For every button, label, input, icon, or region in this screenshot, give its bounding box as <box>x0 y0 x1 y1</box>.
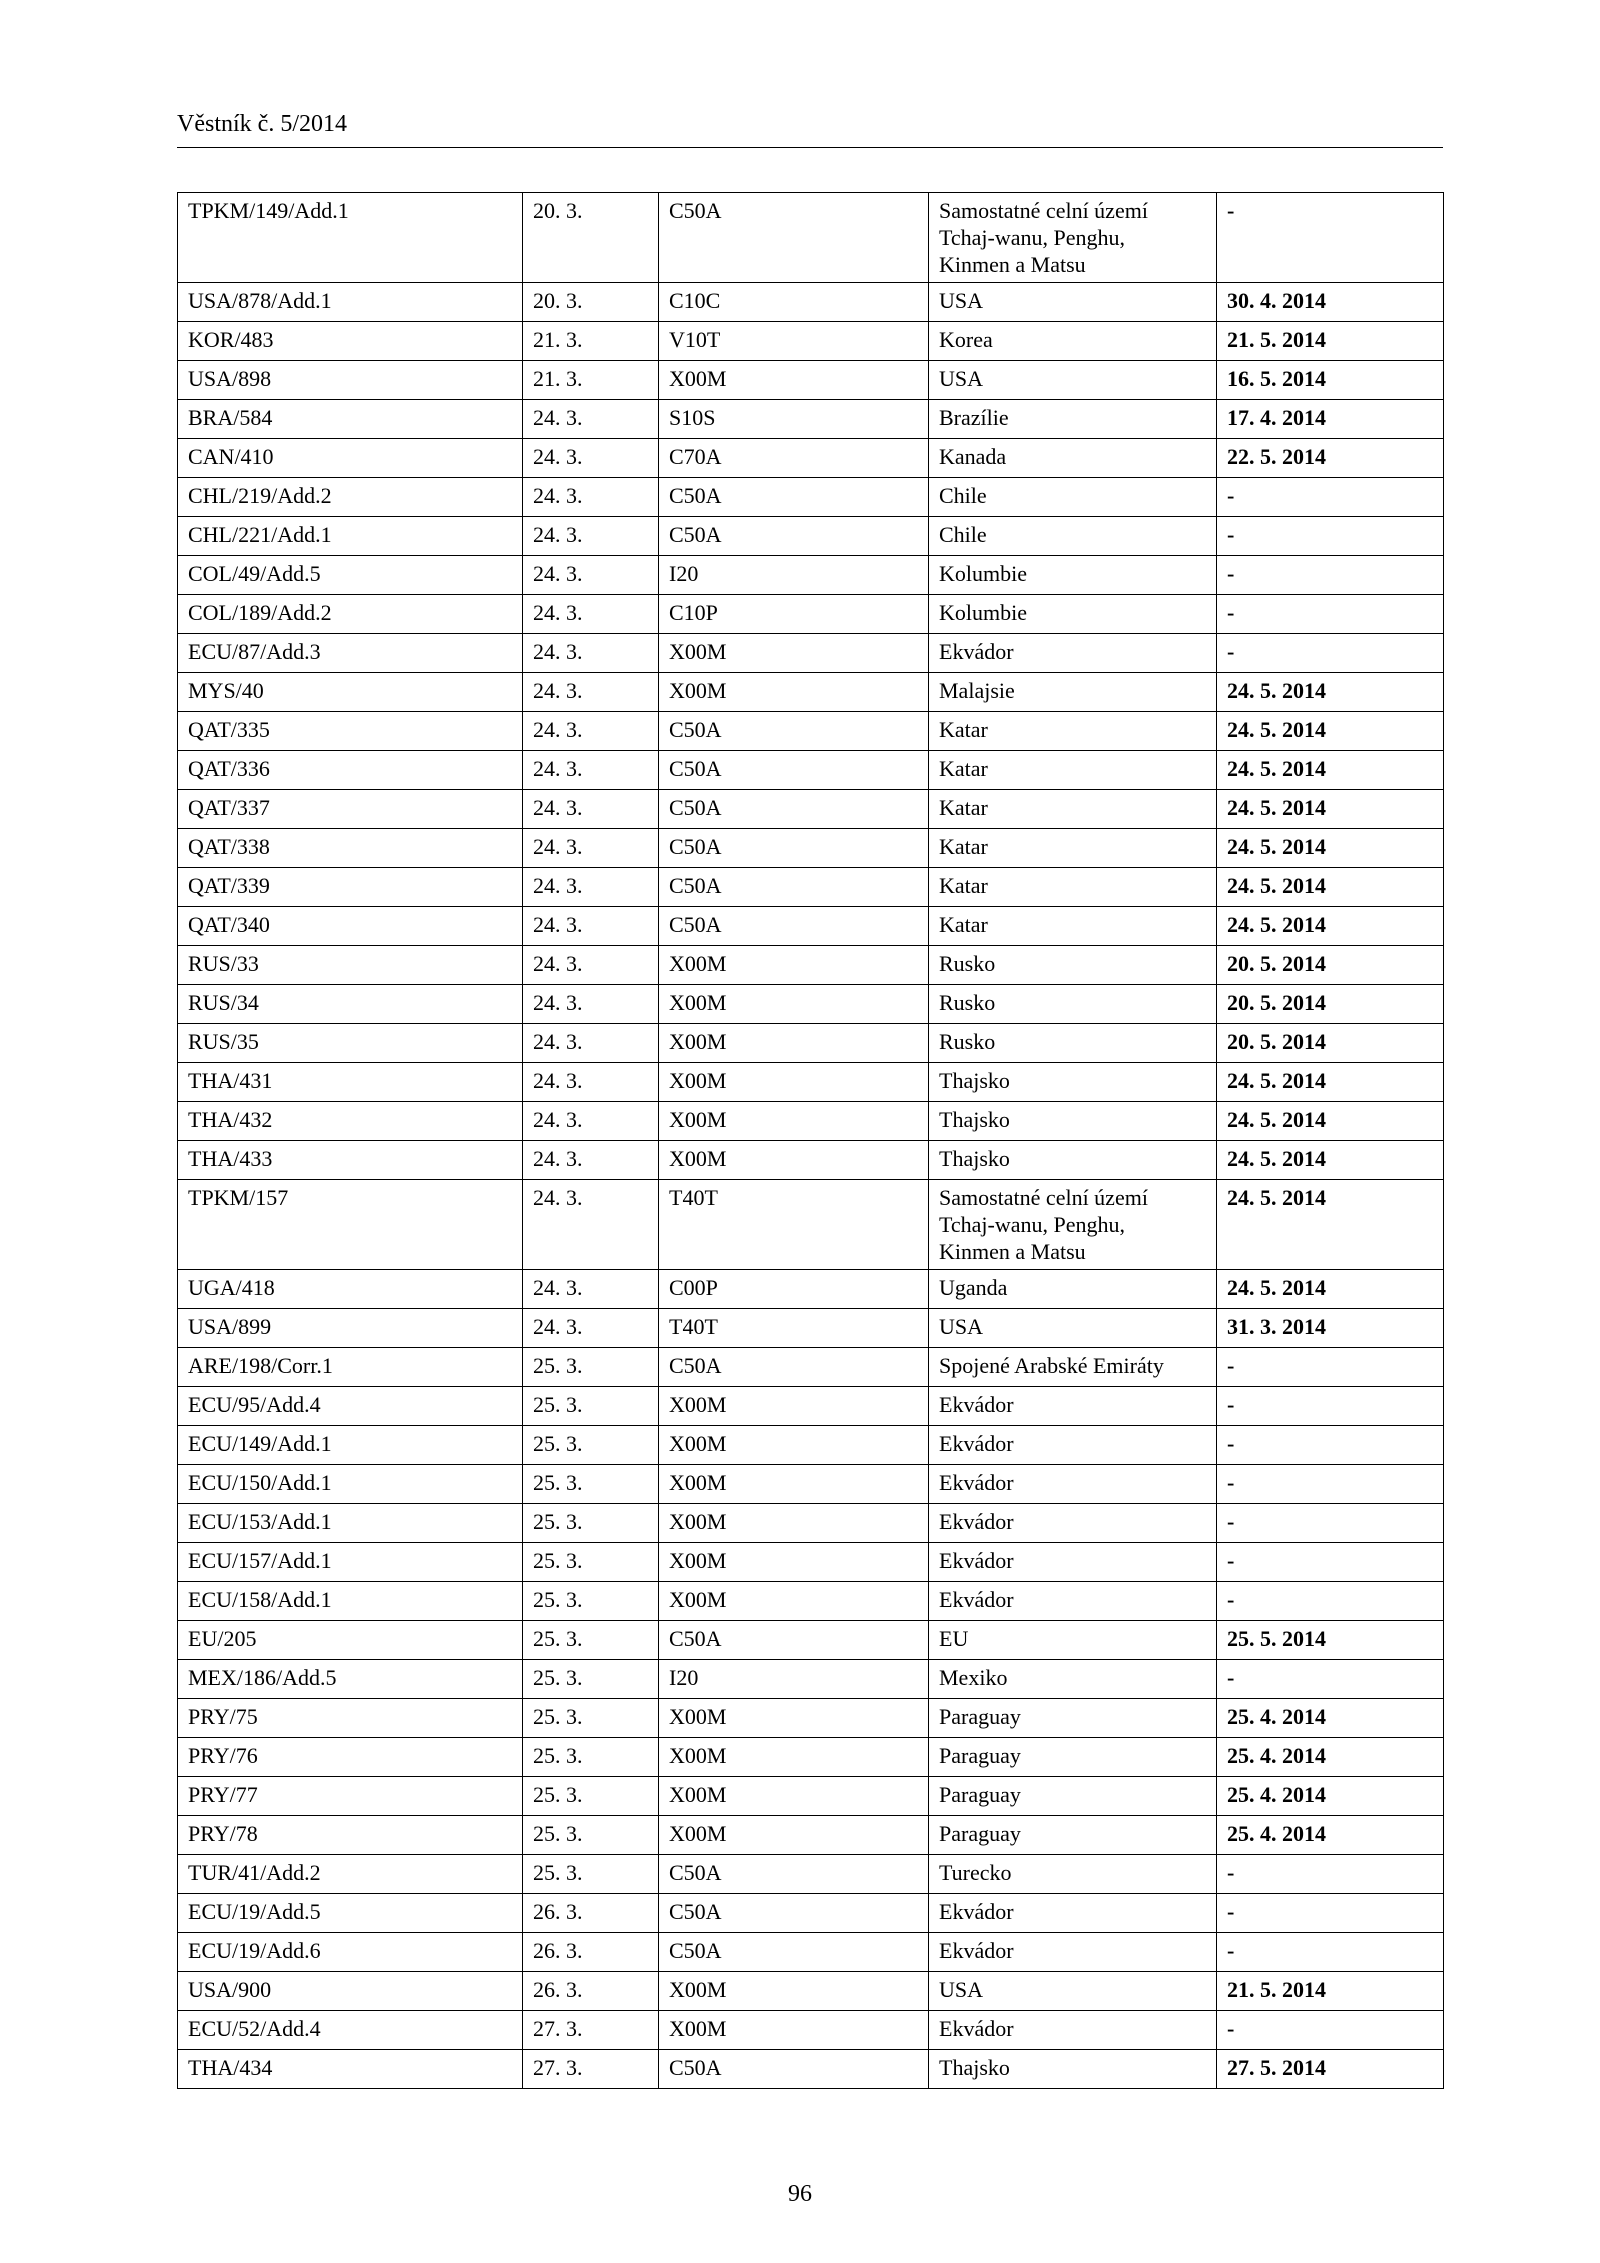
cell-date: 25. 3. <box>523 1660 659 1699</box>
cell-deadline: 16. 5. 2014 <box>1217 361 1444 400</box>
cell-date: 24. 3. <box>523 673 659 712</box>
cell-country: Katar <box>929 829 1217 868</box>
cell-document-symbol: CHL/221/Add.1 <box>178 517 523 556</box>
cell-date: 27. 3. <box>523 2050 659 2089</box>
cell-document-symbol: TPKM/157 <box>178 1180 523 1270</box>
cell-document-symbol: COL/49/Add.5 <box>178 556 523 595</box>
cell-deadline: - <box>1217 1426 1444 1465</box>
cell-code: C50A <box>659 751 929 790</box>
cell-country: USA <box>929 1309 1217 1348</box>
cell-date: 25. 3. <box>523 1699 659 1738</box>
page-header-title: Věstník č. 5/2014 <box>177 111 347 137</box>
table-row <box>178 1816 1444 1855</box>
cell-date: 24. 3. <box>523 751 659 790</box>
table-row <box>178 907 1444 946</box>
cell-country: Katar <box>929 712 1217 751</box>
cell-country: EU <box>929 1621 1217 1660</box>
cell-document-symbol: ECU/158/Add.1 <box>178 1582 523 1621</box>
cell-date: 24. 3. <box>523 634 659 673</box>
cell-date: 25. 3. <box>523 1777 659 1816</box>
cell-deadline: 24. 5. 2014 <box>1217 673 1444 712</box>
cell-date: 24. 3. <box>523 556 659 595</box>
cell-country: Samostatné celní území Tchaj-wanu, Penghu, Kinmen a Matsu <box>929 1180 1217 1270</box>
cell-document-symbol: BRA/584 <box>178 400 523 439</box>
cell-document-symbol: ECU/157/Add.1 <box>178 1543 523 1582</box>
cell-code: X00M <box>659 2011 929 2050</box>
cell-date: 25. 3. <box>523 1348 659 1387</box>
cell-date: 24. 3. <box>523 985 659 1024</box>
table-row <box>178 478 1444 517</box>
cell-code: X00M <box>659 1387 929 1426</box>
cell-deadline: - <box>1217 1582 1444 1621</box>
cell-country: Ekvádor <box>929 1543 1217 1582</box>
cell-deadline: 20. 5. 2014 <box>1217 1024 1444 1063</box>
notification-table <box>177 192 1444 2089</box>
header-divider <box>177 147 1443 148</box>
cell-deadline: 24. 5. 2014 <box>1217 751 1444 790</box>
table-row <box>178 1348 1444 1387</box>
cell-date: 24. 3. <box>523 478 659 517</box>
table-row <box>178 595 1444 634</box>
table-row <box>178 790 1444 829</box>
cell-document-symbol: QAT/335 <box>178 712 523 751</box>
cell-deadline: 24. 5. 2014 <box>1217 907 1444 946</box>
cell-code: X00M <box>659 1063 929 1102</box>
cell-code: X00M <box>659 1972 929 2011</box>
table-row <box>178 634 1444 673</box>
cell-code: X00M <box>659 1465 929 1504</box>
cell-code: X00M <box>659 1141 929 1180</box>
cell-country: Ekvádor <box>929 2011 1217 2050</box>
cell-country: Uganda <box>929 1270 1217 1309</box>
cell-deadline: - <box>1217 478 1444 517</box>
table-row <box>178 439 1444 478</box>
cell-country: Ekvádor <box>929 634 1217 673</box>
table-row <box>178 1063 1444 1102</box>
cell-date: 24. 3. <box>523 400 659 439</box>
cell-country: Katar <box>929 790 1217 829</box>
cell-date: 25. 3. <box>523 1465 659 1504</box>
table-row <box>178 2011 1444 2050</box>
cell-deadline: - <box>1217 2011 1444 2050</box>
cell-deadline: - <box>1217 1660 1444 1699</box>
cell-deadline: 25. 4. 2014 <box>1217 1699 1444 1738</box>
cell-code: C50A <box>659 478 929 517</box>
cell-date: 26. 3. <box>523 1933 659 1972</box>
cell-code: C50A <box>659 907 929 946</box>
cell-date: 25. 3. <box>523 1738 659 1777</box>
cell-deadline: - <box>1217 1348 1444 1387</box>
cell-date: 25. 3. <box>523 1543 659 1582</box>
cell-document-symbol: TPKM/149/Add.1 <box>178 193 523 283</box>
cell-deadline: - <box>1217 556 1444 595</box>
cell-country: Paraguay <box>929 1738 1217 1777</box>
cell-date: 24. 3. <box>523 868 659 907</box>
cell-date: 25. 3. <box>523 1582 659 1621</box>
table-row <box>178 1738 1444 1777</box>
cell-country: Spojené Arabské Emiráty <box>929 1348 1217 1387</box>
cell-deadline: 25. 4. 2014 <box>1217 1738 1444 1777</box>
cell-country: Rusko <box>929 985 1217 1024</box>
cell-country: Katar <box>929 868 1217 907</box>
table-row <box>178 1465 1444 1504</box>
cell-country: Malajsie <box>929 673 1217 712</box>
cell-deadline: 25. 4. 2014 <box>1217 1816 1444 1855</box>
table-row <box>178 1933 1444 1972</box>
table-row <box>178 868 1444 907</box>
cell-document-symbol: QAT/338 <box>178 829 523 868</box>
table-row <box>178 1582 1444 1621</box>
cell-document-symbol: ECU/150/Add.1 <box>178 1465 523 1504</box>
cell-document-symbol: ECU/87/Add.3 <box>178 634 523 673</box>
cell-date: 25. 3. <box>523 1504 659 1543</box>
cell-code: C50A <box>659 193 929 283</box>
table-row <box>178 1426 1444 1465</box>
cell-document-symbol: USA/898 <box>178 361 523 400</box>
cell-code: C50A <box>659 2050 929 2089</box>
cell-date: 24. 3. <box>523 790 659 829</box>
cell-deadline: 24. 5. 2014 <box>1217 712 1444 751</box>
cell-date: 24. 3. <box>523 712 659 751</box>
cell-code: C50A <box>659 1348 929 1387</box>
table-row <box>178 1621 1444 1660</box>
cell-code: X00M <box>659 1777 929 1816</box>
table-row <box>178 283 1444 322</box>
cell-date: 25. 3. <box>523 1816 659 1855</box>
cell-date: 24. 3. <box>523 1141 659 1180</box>
cell-deadline: 24. 5. 2014 <box>1217 790 1444 829</box>
table-row <box>178 193 1444 283</box>
cell-country: Thajsko <box>929 1141 1217 1180</box>
cell-deadline: 31. 3. 2014 <box>1217 1309 1444 1348</box>
cell-date: 24. 3. <box>523 1063 659 1102</box>
cell-country: Ekvádor <box>929 1894 1217 1933</box>
cell-document-symbol: USA/878/Add.1 <box>178 283 523 322</box>
cell-country: Katar <box>929 907 1217 946</box>
cell-deadline: 27. 5. 2014 <box>1217 2050 1444 2089</box>
cell-deadline: 30. 4. 2014 <box>1217 283 1444 322</box>
cell-country: Paraguay <box>929 1699 1217 1738</box>
cell-code: C00P <box>659 1270 929 1309</box>
cell-code: S10S <box>659 400 929 439</box>
cell-deadline: 24. 5. 2014 <box>1217 1102 1444 1141</box>
cell-country: Turecko <box>929 1855 1217 1894</box>
cell-code: C50A <box>659 1894 929 1933</box>
cell-document-symbol: CHL/219/Add.2 <box>178 478 523 517</box>
cell-document-symbol: RUS/35 <box>178 1024 523 1063</box>
cell-code: X00M <box>659 1543 929 1582</box>
cell-date: 24. 3. <box>523 439 659 478</box>
cell-document-symbol: COL/189/Add.2 <box>178 595 523 634</box>
cell-country: USA <box>929 1972 1217 2011</box>
table-row <box>178 2050 1444 2089</box>
cell-document-symbol: ECU/95/Add.4 <box>178 1387 523 1426</box>
cell-deadline: - <box>1217 634 1444 673</box>
cell-code: X00M <box>659 1582 929 1621</box>
table-row <box>178 400 1444 439</box>
cell-deadline: 21. 5. 2014 <box>1217 1972 1444 2011</box>
cell-deadline: 25. 5. 2014 <box>1217 1621 1444 1660</box>
cell-country: Ekvádor <box>929 1582 1217 1621</box>
cell-date: 24. 3. <box>523 1270 659 1309</box>
cell-country: Thajsko <box>929 1102 1217 1141</box>
cell-code: X00M <box>659 1102 929 1141</box>
cell-country: Thajsko <box>929 2050 1217 2089</box>
table-row <box>178 1102 1444 1141</box>
cell-document-symbol: ARE/198/Corr.1 <box>178 1348 523 1387</box>
cell-document-symbol: ECU/153/Add.1 <box>178 1504 523 1543</box>
cell-code: T40T <box>659 1180 929 1270</box>
cell-country: USA <box>929 283 1217 322</box>
cell-country: Paraguay <box>929 1777 1217 1816</box>
cell-deadline: 24. 5. 2014 <box>1217 868 1444 907</box>
cell-date: 25. 3. <box>523 1426 659 1465</box>
cell-document-symbol: PRY/76 <box>178 1738 523 1777</box>
cell-country: Korea <box>929 322 1217 361</box>
cell-document-symbol: QAT/340 <box>178 907 523 946</box>
cell-document-symbol: QAT/336 <box>178 751 523 790</box>
cell-deadline: 20. 5. 2014 <box>1217 985 1444 1024</box>
cell-date: 24. 3. <box>523 1024 659 1063</box>
table-row <box>178 1972 1444 2011</box>
table-row <box>178 556 1444 595</box>
cell-document-symbol: RUS/34 <box>178 985 523 1024</box>
cell-country: Brazílie <box>929 400 1217 439</box>
cell-deadline: - <box>1217 517 1444 556</box>
cell-code: C50A <box>659 517 929 556</box>
cell-date: 20. 3. <box>523 193 659 283</box>
cell-deadline: - <box>1217 193 1444 283</box>
cell-date: 27. 3. <box>523 2011 659 2050</box>
cell-code: C50A <box>659 712 929 751</box>
cell-code: C50A <box>659 1933 929 1972</box>
cell-code: I20 <box>659 556 929 595</box>
cell-country: Thajsko <box>929 1063 1217 1102</box>
cell-document-symbol: THA/434 <box>178 2050 523 2089</box>
cell-code: C50A <box>659 829 929 868</box>
table-row <box>178 1543 1444 1582</box>
cell-document-symbol: MEX/186/Add.5 <box>178 1660 523 1699</box>
cell-code: C50A <box>659 868 929 907</box>
cell-code: C50A <box>659 1855 929 1894</box>
cell-code: T40T <box>659 1309 929 1348</box>
cell-code: X00M <box>659 985 929 1024</box>
table-body <box>178 193 1444 2089</box>
table-row <box>178 1387 1444 1426</box>
cell-deadline: - <box>1217 1894 1444 1933</box>
cell-date: 25. 3. <box>523 1621 659 1660</box>
cell-document-symbol: THA/431 <box>178 1063 523 1102</box>
cell-country: Katar <box>929 751 1217 790</box>
cell-deadline: 20. 5. 2014 <box>1217 946 1444 985</box>
cell-document-symbol: QAT/339 <box>178 868 523 907</box>
table-row <box>178 829 1444 868</box>
cell-document-symbol: ECU/19/Add.5 <box>178 1894 523 1933</box>
table-row <box>178 361 1444 400</box>
cell-date: 21. 3. <box>523 322 659 361</box>
cell-date: 26. 3. <box>523 1894 659 1933</box>
cell-code: X00M <box>659 1738 929 1777</box>
cell-deadline: 25. 4. 2014 <box>1217 1777 1444 1816</box>
table-row <box>178 985 1444 1024</box>
cell-deadline: - <box>1217 1504 1444 1543</box>
cell-code: X00M <box>659 1699 929 1738</box>
cell-date: 25. 3. <box>523 1387 659 1426</box>
cell-document-symbol: KOR/483 <box>178 322 523 361</box>
table-row <box>178 1504 1444 1543</box>
cell-code: I20 <box>659 1660 929 1699</box>
cell-country: Mexiko <box>929 1660 1217 1699</box>
cell-country: Rusko <box>929 1024 1217 1063</box>
table-row <box>178 1855 1444 1894</box>
cell-document-symbol: TUR/41/Add.2 <box>178 1855 523 1894</box>
cell-code: X00M <box>659 361 929 400</box>
cell-document-symbol: ECU/149/Add.1 <box>178 1426 523 1465</box>
cell-code: X00M <box>659 1426 929 1465</box>
cell-code: X00M <box>659 1504 929 1543</box>
cell-document-symbol: USA/900 <box>178 1972 523 2011</box>
cell-code: C50A <box>659 790 929 829</box>
cell-document-symbol: EU/205 <box>178 1621 523 1660</box>
cell-date: 24. 3. <box>523 907 659 946</box>
cell-date: 24. 3. <box>523 1309 659 1348</box>
table-row <box>178 673 1444 712</box>
table-row <box>178 1024 1444 1063</box>
page-number: 96 <box>788 2181 812 2207</box>
cell-country: Ekvádor <box>929 1426 1217 1465</box>
cell-code: X00M <box>659 1816 929 1855</box>
cell-code: X00M <box>659 673 929 712</box>
table-row <box>178 322 1444 361</box>
cell-document-symbol: UGA/418 <box>178 1270 523 1309</box>
cell-country: Ekvádor <box>929 1387 1217 1426</box>
cell-country: Rusko <box>929 946 1217 985</box>
cell-country: Ekvádor <box>929 1465 1217 1504</box>
cell-country: Paraguay <box>929 1816 1217 1855</box>
cell-deadline: 24. 5. 2014 <box>1217 1063 1444 1102</box>
cell-code: X00M <box>659 634 929 673</box>
table-row <box>178 712 1444 751</box>
cell-country: Kolumbie <box>929 556 1217 595</box>
cell-deadline: 21. 5. 2014 <box>1217 322 1444 361</box>
cell-document-symbol: PRY/77 <box>178 1777 523 1816</box>
table-row <box>178 1699 1444 1738</box>
table-row <box>178 1141 1444 1180</box>
cell-country: Ekvádor <box>929 1933 1217 1972</box>
cell-date: 24. 3. <box>523 1180 659 1270</box>
table-row <box>178 751 1444 790</box>
cell-document-symbol: USA/899 <box>178 1309 523 1348</box>
cell-date: 24. 3. <box>523 829 659 868</box>
cell-country: Ekvádor <box>929 1504 1217 1543</box>
table-row <box>178 1180 1444 1270</box>
cell-date: 24. 3. <box>523 517 659 556</box>
cell-date: 25. 3. <box>523 1855 659 1894</box>
cell-country: USA <box>929 361 1217 400</box>
table-row <box>178 1309 1444 1348</box>
cell-date: 26. 3. <box>523 1972 659 2011</box>
cell-country: Chile <box>929 478 1217 517</box>
cell-deadline: - <box>1217 1387 1444 1426</box>
cell-document-symbol: PRY/78 <box>178 1816 523 1855</box>
cell-country: Kanada <box>929 439 1217 478</box>
table-row <box>178 1660 1444 1699</box>
cell-document-symbol: QAT/337 <box>178 790 523 829</box>
cell-code: C10C <box>659 283 929 322</box>
cell-code: C50A <box>659 1621 929 1660</box>
cell-deadline: - <box>1217 1855 1444 1894</box>
cell-deadline: 24. 5. 2014 <box>1217 1180 1444 1270</box>
cell-country: Samostatné celní území Tchaj-wanu, Penghu, Kinmen a Matsu <box>929 193 1217 283</box>
cell-document-symbol: MYS/40 <box>178 673 523 712</box>
cell-code: X00M <box>659 1024 929 1063</box>
cell-deadline: - <box>1217 1543 1444 1582</box>
table-row <box>178 1894 1444 1933</box>
cell-deadline: - <box>1217 595 1444 634</box>
cell-document-symbol: THA/433 <box>178 1141 523 1180</box>
cell-document-symbol: ECU/52/Add.4 <box>178 2011 523 2050</box>
cell-country: Kolumbie <box>929 595 1217 634</box>
cell-deadline: 24. 5. 2014 <box>1217 1141 1444 1180</box>
cell-deadline: 17. 4. 2014 <box>1217 400 1444 439</box>
cell-deadline: - <box>1217 1933 1444 1972</box>
cell-document-symbol: CAN/410 <box>178 439 523 478</box>
cell-document-symbol: PRY/75 <box>178 1699 523 1738</box>
table-row <box>178 946 1444 985</box>
cell-deadline: 22. 5. 2014 <box>1217 439 1444 478</box>
cell-date: 24. 3. <box>523 1102 659 1141</box>
cell-code: C10P <box>659 595 929 634</box>
cell-date: 24. 3. <box>523 946 659 985</box>
cell-document-symbol: ECU/19/Add.6 <box>178 1933 523 1972</box>
cell-date: 21. 3. <box>523 361 659 400</box>
cell-document-symbol: RUS/33 <box>178 946 523 985</box>
cell-document-symbol: THA/432 <box>178 1102 523 1141</box>
cell-deadline: 24. 5. 2014 <box>1217 829 1444 868</box>
cell-code: C70A <box>659 439 929 478</box>
table-row <box>178 1777 1444 1816</box>
table-row <box>178 1270 1444 1309</box>
cell-deadline: - <box>1217 1465 1444 1504</box>
cell-date: 20. 3. <box>523 283 659 322</box>
cell-country: Chile <box>929 517 1217 556</box>
cell-code: V10T <box>659 322 929 361</box>
table-row <box>178 517 1444 556</box>
cell-deadline: 24. 5. 2014 <box>1217 1270 1444 1309</box>
cell-code: X00M <box>659 946 929 985</box>
cell-date: 24. 3. <box>523 595 659 634</box>
